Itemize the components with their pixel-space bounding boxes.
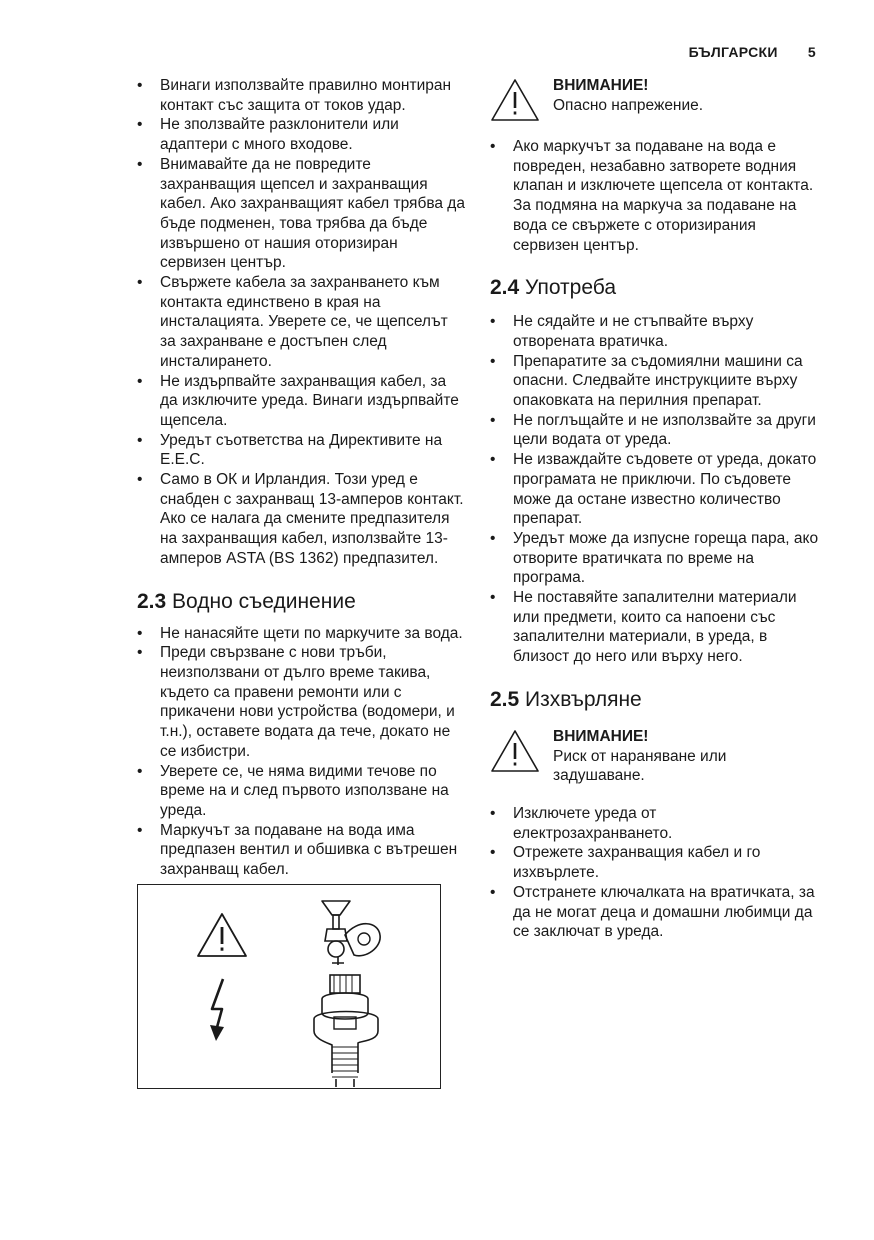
list-item: • Винаги използвайте правилно монтиран контакт със защита от токов удар. [137,76,467,115]
water-tap-icon [318,889,388,971]
list-item: • Само в ОК и Ирландия. Този уред е снабден с захранващ 13-амперов контакт. Ако се налага да смените предпазителя на захранващия кабел, използвайте 13-амперов ASTA (BS 1362) предпазител. [137,470,467,569]
section-heading-2-5 [490,687,820,713]
right-column [490,76,820,942]
page-header [689,44,816,60]
list-item: • Не сядайте и не стъпвайте върху отворената вратичка. [490,312,820,351]
list-item: • Не зползвайте разклонители или адаптери с много входове. [137,115,467,154]
section-heading-2-4 [490,275,820,301]
language-label: БЪЛГАРСКИ [688,44,778,60]
disposal-bullet-list [490,804,820,942]
list-item: • Препаратите за съдомиялни машини са опасни. Следвайте инструкциите върху опаковката на перилния препарат. [490,352,820,411]
warning-text: Риск от нараняване или задушаване. [553,747,727,785]
warning-triangle-icon [490,78,540,122]
warning-voltage [490,76,820,127]
list-item: • Не изваждайте съдовете от уреда, докато програмата не приключи. По съдовете може да остане известно количество препарат. [490,450,820,529]
warning-triangle-icon [195,911,249,959]
water-connection-bullet-list [137,624,467,880]
section-title: Водно съединение [172,589,356,613]
list-item: • Изключете уреда от електрозахранването. [490,804,820,843]
safety-bullet-list [137,76,467,569]
list-item: • Ако маркучът за подаване на вода е повреден, незабавно затворете водния клапан и изключете щепсела от контакта. За подмяна на маркуча за подаване на вода се свържете с оторизирания сервизен център. [490,137,820,255]
section-heading-2-3 [137,589,467,615]
section-title: Изхвърляне [525,687,642,711]
warning-title: ВНИМАНИЕ! [553,727,649,745]
left-column [137,76,467,1089]
warning-suffocation [490,727,820,786]
list-item: • Внимавайте да не повредите захранващия щепсел и захранващия кабел. Ако захранващият кабел трябва да бъде подменен, това трябва да бъде извършено от нашия оторизиран сервизен център. [137,155,467,273]
hose-safety-figure [137,884,441,1089]
list-item: • Уредът съответства на Директивите на E.E.C. [137,431,467,470]
list-item: • Не издърпвайте захранващия кабел, за да изключите уреда. Винаги издърпвайте щепсела. [137,372,467,431]
list-item: • Преди свързване с нови тръби, неизползвани от дълго време такива, където са правени ремонти или с прикачени нови устройства (водомери, и т.н.), оставете водата да тече, докато не се избистри. [137,643,467,761]
warning-text: Опасно напрежение. [553,96,704,114]
list-item: • Отстранете ключалката на вратичката, за да не могат деца и домашни любимци да се заключат в уреда. [490,883,820,942]
list-item: • Не нанасяйте щети по маркучите за вода. [137,624,467,644]
page-number: 5 [807,44,816,60]
safety-valve-hose-icon [300,973,400,1087]
list-item: • Не поглъщайте и не използвайте за други цели водата от уреда. [490,411,820,450]
list-item: • Не поставяйте запалителни материали или предмети, които са напоени със запалителни материали, в уреда, в близост до него или върху него. [490,588,820,667]
warning-triangle-icon [490,729,540,773]
warning-title: ВНИМАНИЕ! [553,77,649,94]
section-number: 2.3 [137,589,167,613]
section-number: 2.4 [490,276,520,300]
list-item: • Маркучът за подаване на вода има предпазен вентил и обшивка с вътрешен захранващ кабел. [137,821,467,880]
section-title: Употреба [525,276,616,300]
list-item: • Уредът може да изпусне гореща пара, ако отворите вратичката по време на програма. [490,529,820,588]
list-item: • Отрежете захранващия кабел и го изхвърлете. [490,843,820,882]
list-item: • Уверете се, че няма видими течове по време на и след първото използване на уреда. [137,762,467,821]
list-item: • Свържете кабела за захранването към контакта единствено в края на инсталацията. Уверете се, че щепселът за захранване е достъпен след инсталирането. [137,273,467,372]
lightning-bolt-icon [206,977,240,1045]
section-number: 2.5 [490,687,520,711]
usage-bullet-list [490,312,820,667]
hose-damage-bullet-list [490,137,820,255]
